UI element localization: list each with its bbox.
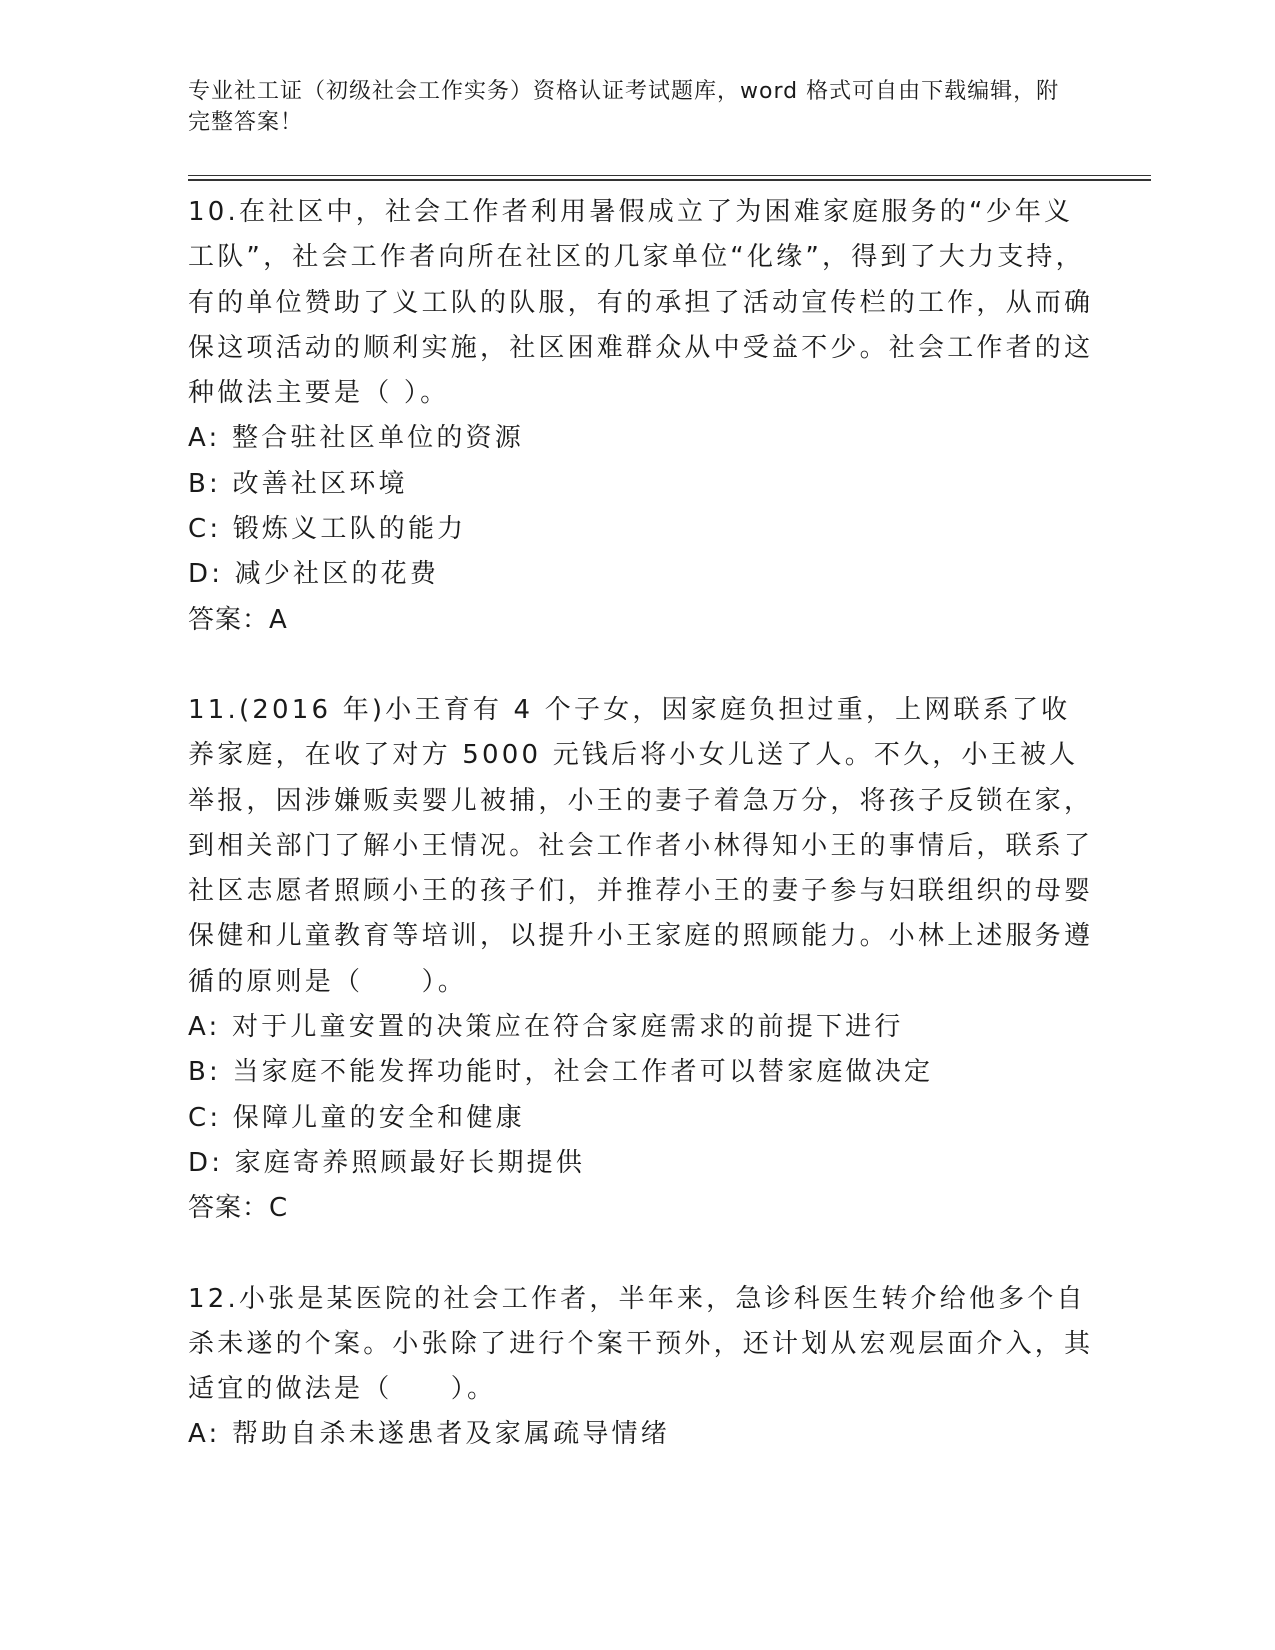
question-stem: 10.在社区中，社会工作者利用暑假成立了为困难家庭服务的“少年义工队”，社会工作者向所在社区的几家单位“化缘”，得到了大力支持，有的单位赞助了义工队的队服，有的承担了活动宣传栏的工作，从而确保这项活动的顺利实施，社区困难群众从中受益不少。社会工作者的这种做法主要是（ ）。 bbox=[188, 197, 1094, 409]
option-c: C: 保障儿童的安全和健康 bbox=[188, 1102, 525, 1133]
question-stem: 12.小张是某医院的社会工作者，半年来，急诊科医生转介给他多个自杀未遂的个案。小张除了进行个案干预外，还计划从宏观层面介入，其适宜的做法是（ ）。 bbox=[188, 1283, 1094, 1405]
question-10 bbox=[188, 190, 1098, 643]
header-rule-thick bbox=[188, 179, 1151, 181]
option-a: A: 整合驻社区单位的资源 bbox=[188, 423, 524, 454]
question-stem: 11.(2016 年)小王育有 4 个子女，因家庭负担过重，上网联系了收养家庭，在收了对方 5000 元钱后将小女儿送了人。不久，小王被人举报，因涉嫌贩卖婴儿被捕，小王的妻子着急万分，将孩子反锁在家，到相关部门了解小王情况。社会工作者小林得知小王的事情后，联系了社区志愿者照顾小王的孩子们，并推荐小王的妻子参与妇联组织的母婴保健和儿童教育等培训，以提升小王家庭的照顾能力。小林上述服务遵循的原则是（ ）。 bbox=[188, 694, 1094, 997]
option-a: A: 帮助自杀未遂患者及家属疏导情绪 bbox=[188, 1419, 670, 1450]
option-c: C: 锻炼义工队的能力 bbox=[188, 514, 467, 545]
option-b: B: 改善社区环境 bbox=[188, 468, 408, 499]
answer-line: 答案：C bbox=[188, 1193, 289, 1224]
question-list bbox=[188, 190, 1098, 1503]
option-d: D: 减少社区的花费 bbox=[188, 559, 440, 590]
option-a: A: 对于儿童安置的决策应在符合家庭需求的前提下进行 bbox=[188, 1012, 904, 1043]
question-11 bbox=[188, 688, 1098, 1232]
question-12 bbox=[188, 1277, 1098, 1458]
document-header: 专业社工证（初级社会工作实务）资格认证考试题库，word 格式可自由下载编辑，附完整答案！ bbox=[188, 79, 1060, 135]
option-b: B: 当家庭不能发挥功能时，社会工作者可以替家庭做决定 bbox=[188, 1057, 934, 1088]
option-d: D: 家庭寄养照顾最好长期提供 bbox=[188, 1147, 586, 1178]
answer-line: 答案：A bbox=[188, 604, 288, 635]
header-rule-thin bbox=[188, 175, 1151, 176]
